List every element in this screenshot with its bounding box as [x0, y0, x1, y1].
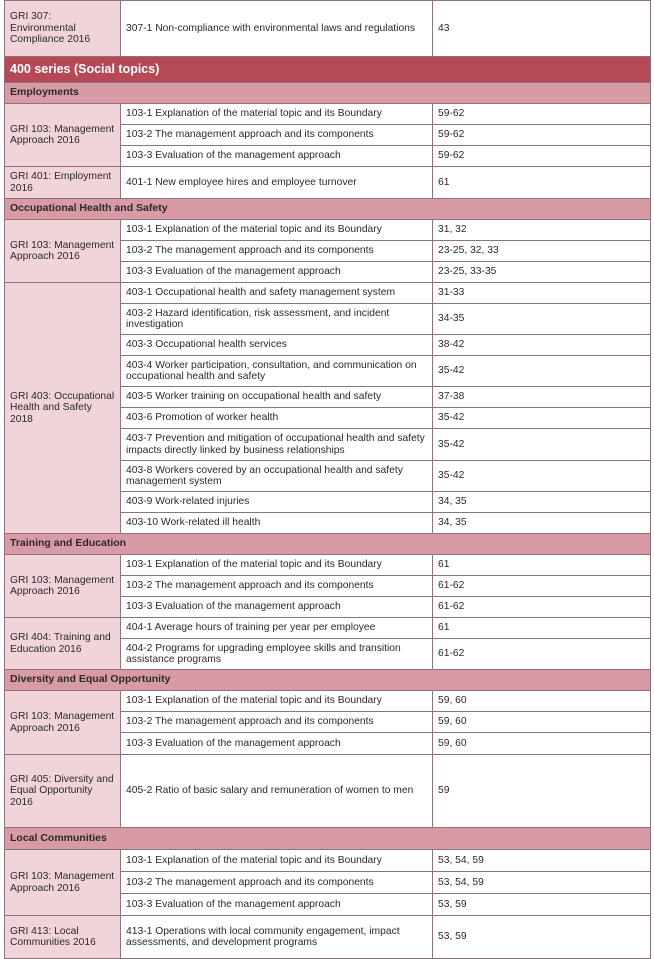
- series-title: 400 series (Social topics): [5, 57, 651, 83]
- disclosure-cell: 103-3 Evaluation of the management approach: [121, 146, 433, 167]
- gri-standard-cell: GRI 307: Environmental Compliance 2016: [5, 1, 121, 57]
- disclosure-cell: 403-4 Worker participation, consultation, and communication on occupational health and safety: [121, 356, 433, 387]
- page-number-cell: 53, 59: [433, 916, 651, 959]
- disclosure-cell: 404-2 Programs for upgrading employee skills and transition assistance programs: [121, 639, 433, 670]
- page-number-cell: 43: [433, 1, 651, 57]
- section-title: Diversity and Equal Opportunity: [5, 670, 651, 691]
- page-number-cell: 35-42: [433, 461, 651, 492]
- disclosure-cell: 103-2 The management approach and its components: [121, 576, 433, 597]
- gri-standard-cell: GRI 403: Occupational Health and Safety 2018: [5, 283, 121, 534]
- table-row: [5, 167, 651, 199]
- page-number-cell: 59, 60: [433, 691, 651, 712]
- disclosure-cell: 403-3 Occupational health services: [121, 335, 433, 356]
- page-number-cell: 34, 35: [433, 513, 651, 534]
- gri-standard-cell: GRI 103: Management Approach 2016: [5, 220, 121, 283]
- table-row: [5, 1, 651, 57]
- page-number-cell: 61: [433, 167, 651, 199]
- gri-standard-cell: GRI 103: Management Approach 2016: [5, 555, 121, 618]
- page-number-cell: 59-62: [433, 125, 651, 146]
- page-number-cell: 35-42: [433, 429, 651, 461]
- table-row: [5, 555, 651, 576]
- disclosure-cell: 401-1 New employee hires and employee turnover: [121, 167, 433, 199]
- page-number-cell: 37-38: [433, 387, 651, 408]
- table-row: [5, 220, 651, 241]
- section-title: Local Communities: [5, 828, 651, 850]
- page-number-cell: 61-62: [433, 576, 651, 597]
- page-number-cell: 61: [433, 555, 651, 576]
- disclosure-cell: 103-3 Evaluation of the management approach: [121, 733, 433, 755]
- page-number-cell: 23-25, 32, 33: [433, 241, 651, 262]
- page-number-cell: 59, 60: [433, 712, 651, 733]
- section-header-row: [5, 670, 651, 691]
- table-row: [5, 104, 651, 125]
- disclosure-cell: 403-5 Worker training on occupational health and safety: [121, 387, 433, 408]
- disclosure-cell: 403-8 Workers covered by an occupational health and safety management system: [121, 461, 433, 492]
- page-number-cell: 59-62: [433, 146, 651, 167]
- disclosure-cell: 103-2 The management approach and its components: [121, 241, 433, 262]
- disclosure-cell: 405-2 Ratio of basic salary and remuneration of women to men: [121, 755, 433, 828]
- disclosure-cell: 103-1 Explanation of the material topic and its Boundary: [121, 104, 433, 125]
- disclosure-cell: 307-1 Non-compliance with environmental laws and regulations: [121, 1, 433, 57]
- disclosure-cell: 103-2 The management approach and its components: [121, 872, 433, 894]
- disclosure-cell: 103-3 Evaluation of the management approach: [121, 894, 433, 916]
- page-number-cell: 53, 54, 59: [433, 850, 651, 872]
- page-number-cell: 61: [433, 618, 651, 639]
- disclosure-cell: 103-2 The management approach and its components: [121, 712, 433, 733]
- disclosure-cell: 103-3 Evaluation of the management approach: [121, 262, 433, 283]
- disclosure-cell: 103-1 Explanation of the material topic and its Boundary: [121, 691, 433, 712]
- disclosure-cell: 403-9 Work-related injuries: [121, 492, 433, 513]
- page-number-cell: 35-42: [433, 408, 651, 429]
- section-title: Training and Education: [5, 534, 651, 555]
- gri-standard-cell: GRI 103: Management Approach 2016: [5, 104, 121, 167]
- disclosure-cell: 403-6 Promotion of worker health: [121, 408, 433, 429]
- page-number-cell: 34, 35: [433, 492, 651, 513]
- disclosure-cell: 403-10 Work-related ill health: [121, 513, 433, 534]
- table-row: [5, 755, 651, 828]
- disclosure-cell: 103-1 Explanation of the material topic and its Boundary: [121, 220, 433, 241]
- gri-standard-cell: GRI 401: Employment 2016: [5, 167, 121, 199]
- section-header-row: [5, 534, 651, 555]
- section-header-row: [5, 83, 651, 104]
- page-number-cell: 38-42: [433, 335, 651, 356]
- gri-standard-cell: GRI 405: Diversity and Equal Opportunity 2016: [5, 755, 121, 828]
- gri-content-index-table: [4, 0, 651, 959]
- disclosure-cell: 404-1 Average hours of training per year per employee: [121, 618, 433, 639]
- page-number-cell: 31-33: [433, 283, 651, 304]
- page-number-cell: 61-62: [433, 639, 651, 670]
- page-number-cell: 59-62: [433, 104, 651, 125]
- disclosure-cell: 103-2 The management approach and its components: [121, 125, 433, 146]
- page-number-cell: 34-35: [433, 304, 651, 335]
- section-title: Employments: [5, 83, 651, 104]
- page-number-cell: 53, 59: [433, 894, 651, 916]
- table-row: [5, 618, 651, 639]
- table-row: [5, 850, 651, 872]
- page-number-cell: 59, 60: [433, 733, 651, 755]
- page-number-cell: 61-62: [433, 597, 651, 618]
- section-header-row: [5, 828, 651, 850]
- page-number-cell: 35-42: [433, 356, 651, 387]
- gri-standard-cell: GRI 103: Management Approach 2016: [5, 850, 121, 916]
- gri-standard-cell: GRI 413: Local Communities 2016: [5, 916, 121, 959]
- section-title: Occupational Health and Safety: [5, 199, 651, 220]
- section-header-row: [5, 199, 651, 220]
- gri-standard-cell: GRI 103: Management Approach 2016: [5, 691, 121, 755]
- table-row: [5, 916, 651, 959]
- page-number-cell: 53, 54, 59: [433, 872, 651, 894]
- page-number-cell: 31, 32: [433, 220, 651, 241]
- disclosure-cell: 103-1 Explanation of the material topic and its Boundary: [121, 555, 433, 576]
- page-number-cell: 59: [433, 755, 651, 828]
- disclosure-cell: 403-1 Occupational health and safety management system: [121, 283, 433, 304]
- disclosure-cell: 103-3 Evaluation of the management approach: [121, 597, 433, 618]
- gri-standard-cell: GRI 404: Training and Education 2016: [5, 618, 121, 670]
- disclosure-cell: 413-1 Operations with local community engagement, impact assessments, and development programs: [121, 916, 433, 959]
- series-header-row: [5, 57, 651, 83]
- disclosure-cell: 403-2 Hazard identification, risk assessment, and incident investigation: [121, 304, 433, 335]
- table-row: [5, 283, 651, 304]
- disclosure-cell: 403-7 Prevention and mitigation of occupational health and safety impacts directly linked by business relationships: [121, 429, 433, 461]
- disclosure-cell: 103-1 Explanation of the material topic and its Boundary: [121, 850, 433, 872]
- table-row: [5, 691, 651, 712]
- page-number-cell: 23-25, 33-35: [433, 262, 651, 283]
